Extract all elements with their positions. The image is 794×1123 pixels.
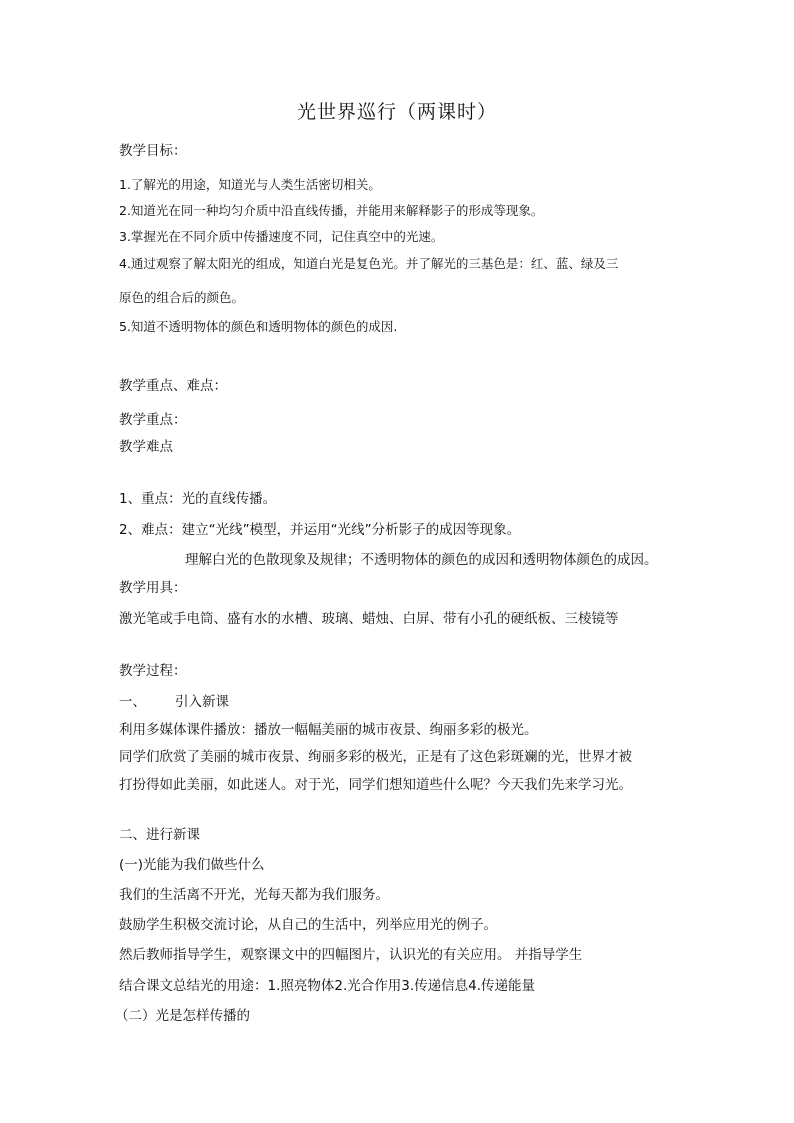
key-point-2: 2、难点：建立“光线”模型，并运用“光线”分析影子的成因等现象。: [119, 522, 521, 538]
focus-label: 教学重点：: [119, 412, 187, 428]
section-1-paragraph: 同学们欣赏了美丽的城市夜景、绚丽多彩的极光，正是有了这色彩斑斓的光，世界才被: [119, 749, 632, 765]
key-points-heading: 教学重点、难点：: [119, 378, 227, 394]
paragraph: 我们的生活离不开光，光每天都为我们服务。: [119, 887, 389, 903]
key-point-1: 1、重点：光的直线传播。: [119, 491, 277, 507]
section-1-number: 一、: [119, 694, 146, 710]
objective-item: 1.了解光的用途，知道光与人类生活密切相关。: [119, 177, 381, 192]
document-title: 光世界巡行（两课时）: [296, 101, 497, 123]
key-point-2-continued: 理解白光的色散现象及规律；不透明物体的颜色的成因和透明物体颜色的成因。: [185, 552, 658, 568]
objective-item: 3.掌握光在不同介质中传播速度不同，记住真空中的光速。: [119, 229, 444, 244]
paragraph: 然后教师指导学生，观察课文中的四幅图片，认识光的有关应用。 并指导学生: [119, 947, 583, 963]
objective-item: 2.知道光在同一种均匀介质中沿直线传播，并能用来解释影子的形成等现象。: [119, 203, 544, 218]
paragraph: 鼓励学生积极交流讨论，从自己的生活中，列举应用光的例子。: [119, 917, 497, 933]
section-1-title: 引入新课: [175, 694, 229, 710]
objectives-heading: 教学目标：: [119, 143, 187, 159]
paragraph: 结合课文总结光的用途：1.照亮物体2.光合作用3.传递信息4.传递能量: [119, 978, 536, 994]
tools-list: 激光笔或手电筒、盛有水的水槽、玻璃、蜡烛、白屏、带有小孔的硬纸板、三棱镜等: [119, 611, 619, 627]
section-1-paragraph: 打扮得如此美丽，如此迷人。对于光，同学们想知道些什么呢？今天我们先来学习光。: [119, 777, 632, 793]
section-1-paragraph: 利用多媒体课件播放：播放一幅幅美丽的城市夜景、绚丽多彩的极光。: [119, 722, 538, 738]
difficulty-label: 教学难点: [119, 439, 173, 455]
section-2-title: 二、进行新课: [119, 827, 200, 843]
objective-item: 原色的组合后的颜色。: [119, 290, 245, 305]
tools-heading: 教学用具：: [119, 580, 187, 596]
subsection-1-title: (一)光能为我们做些什么: [119, 857, 265, 873]
subsection-2-title: （二）光是怎样传播的: [115, 1008, 250, 1024]
objective-item: 4.通过观察了解太阳光的组成，知道白光是复色光。并了解光的三基色是：红、蓝、绿及三: [119, 256, 619, 271]
process-heading: 教学过程：: [119, 663, 187, 679]
objective-item: 5.知道不透明物体的颜色和透明物体的颜色的成因.: [119, 319, 398, 334]
